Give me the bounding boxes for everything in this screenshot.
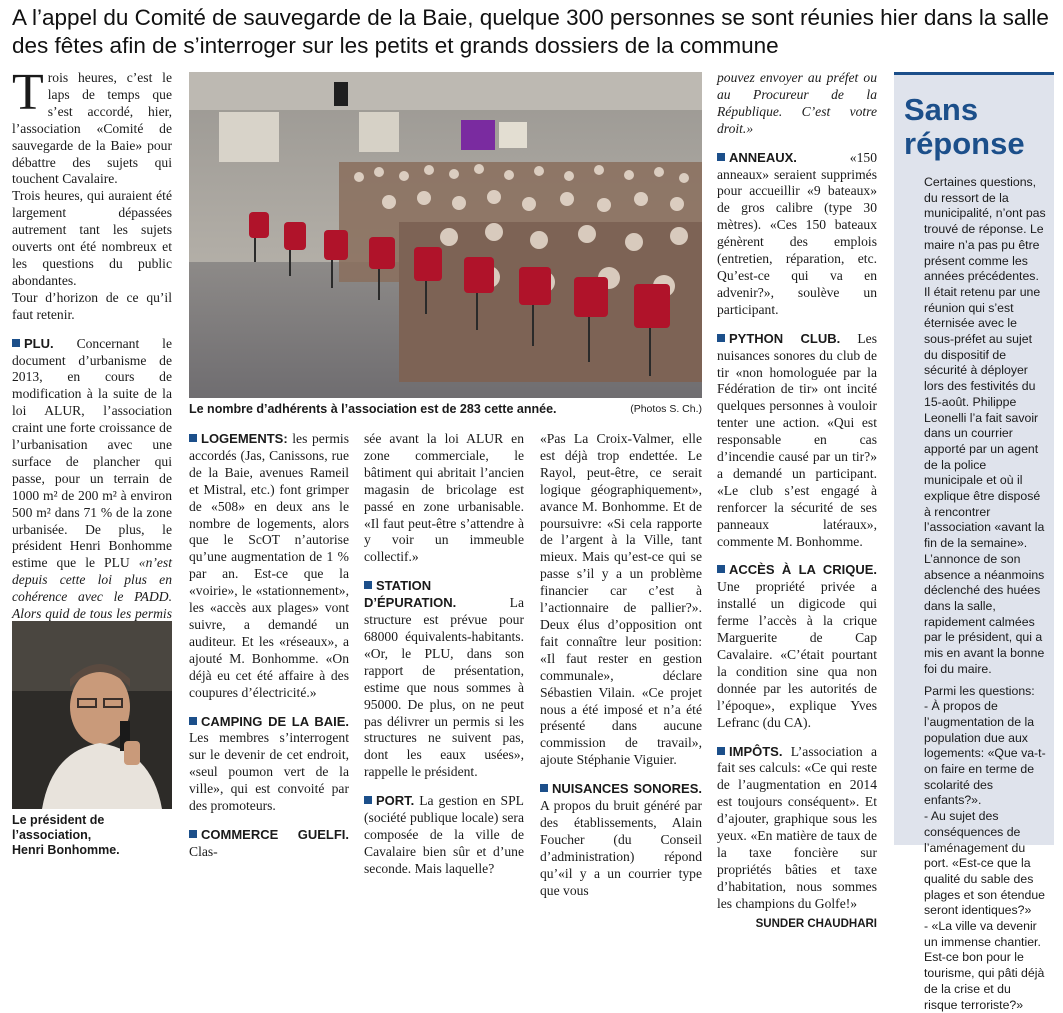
photo-caption-president <box>12 813 182 858</box>
sidebar-question-2: - Au sujet des conséquences de l’aménagement du port. «Est-ce que la qualité du sable des plages et son étendue seront identiques?» <box>924 809 1046 918</box>
dropcap: T <box>12 64 44 121</box>
intro-text-1: rois heures, c’est le laps de temps que s’est accordé, hier, l’association «Comité de sauvegarde de la Baie» pour débattre des sujets qui touchent Cavalaire. <box>12 70 172 187</box>
intro-paragraph-1 <box>12 64 172 188</box>
headline: A l’appel du Comité de sauvegarde de la Baie, quelque 300 personnes se sont réunies hier dans la salle des fêtes afin de s’interroger sur les petits et grands dossiers de la commune <box>12 5 1049 58</box>
sidebar-title-line-1: Sans <box>904 92 979 127</box>
sidebar-title-line-2: réponse <box>904 126 1025 161</box>
column-1 <box>12 64 172 657</box>
section-bullet-icon <box>717 153 725 161</box>
section-bullet-icon <box>12 339 20 347</box>
section-python <box>717 331 877 551</box>
section-label-commerce: COMMERCE GUELFI. <box>201 826 349 842</box>
president-photo-image <box>12 621 172 809</box>
section-label-station: STATION D’ÉPURATION. <box>364 578 457 611</box>
section-camping <box>189 714 349 815</box>
sidebar-paragraph-1: Certaines questions, du ressort de la municipalité, n’ont pas trouvé de réponse. Le maire n’a pas pu être présent comme les années précédentes. Il était retenu par une réunion qui s’est éternisée avec le sous-préfet au sujet du dispositif de sécurité à déployer lors des festivités du 15-août. Philippe Leonelli l’a fait savoir dans un courrier apporté par un agent de la police municipale et où il explique être disposé à rencontrer l’association «avant la fin de la semaine». L’annonce de son absence a néanmoins déclenché des huées dans la salle, rapidement calmées par le président, qui a mis en avant la bonne foi du maire. <box>924 175 1046 676</box>
section-text-plu: Concernant le document d’urbanisme de 2013, en cours de modification à la suite de la loi ALUR, l’association craint une forte croissance de l’urbanisation avec une surface de plancher qui passe, pour un terrain de 1000 m² de 200 m² à environ 500 m² dans 71 % de la zone urbanisée. De plus, le président Henri Bonhomme estime que le PLU <box>12 335 172 571</box>
president-caption-line-2: Henri Bonhomme. <box>12 843 120 857</box>
sidebar-title <box>894 75 1054 161</box>
port-continuation: «Pas La Croix-Valmer, elle est déjà trop endettée. Le Rayol, peut-être, ce serait logique géographiquement», avance M. Bonhomme. Et de poursuivre: «Si cela rapporte de l’argent à la Ville, tant mieux. Mais qu’est-ce qui se passe s’il y a un problème financier car c’est à l’actionnaire de pallier?». Deux élus d’opposition ont fait connaître leur position: «Il faut rester en gestion communale», déclare Sébastien Vilain. «Ce projet nous a été imposé et n’a été présenté dans aucune commission de travail», ajoute Stéphanie Viguier. <box>540 431 702 768</box>
sidebar-question-1: - À propos de l’augmentation de la population due aux logements: «Que va-t-on faire en terme de scolarité des enfants?». <box>924 699 1046 808</box>
author-line <box>717 915 877 933</box>
section-anneaux <box>717 150 877 319</box>
section-impots <box>717 744 877 913</box>
section-text-station: La structure est prévue pour 68000 équivalents-habitants. «Or, le PLU, dans son rapport de présentation, estime que nous sommes à 95000. De plus, on ne peut pas délivrer un permis si les structures ne suivent pas, dont les eaux usées», rappelle le président. <box>364 595 524 780</box>
commerce-continuation: sée avant la loi ALUR en zone commerciale, le bâtiment qui abritait l’ancien magasin de bricolage est passé en zone urbanisable. «Il faut peut-être s’attendre à y voir un immeuble collectif.» <box>364 431 524 565</box>
section-text-impots: L’association a fait ses calculs: «Ce qui reste de l’augmentation en 2014 est toujours conséquent». Et d’ajouter, graphique sous les yeux. «En matière de taux de la taxe foncière sur propriétés bâties et taxe d’habitation, nous sommes les champions du Golfe!» <box>717 743 877 911</box>
section-label-nuisances: NUISANCES SONORES. <box>552 781 702 797</box>
sidebar-question-3: - «La ville va devenir un immense chantier. Est-ce bon pour le tourisme, qui pâti déjà de la crise et du risque terroriste?» <box>924 919 1045 1012</box>
photo-caption-text: Le nombre d’adhérents à l’association est de 283 cette année. <box>189 402 557 416</box>
section-nuisances <box>540 781 702 899</box>
section-label-python: PYTHON CLUB. <box>729 330 841 346</box>
section-text-port: La gestion en SPL (société publique locale) sera composée de la ville de Cavalaire bien sûr et d’une seconde. Mais laquelle? <box>364 793 524 876</box>
section-bullet-icon <box>717 747 725 755</box>
photo-caption-main <box>189 402 702 416</box>
intro-paragraph-2: Trois heures, qui auraient été largement dépassées autrement tant les sujets ouverts ont été nombreux et les questions du public abondantes. <box>12 188 172 288</box>
photo-credit: (Photos S. Ch.) <box>630 403 702 415</box>
photo-audience <box>189 72 702 398</box>
column-4 <box>540 431 702 899</box>
section-label-crique: ACCÈS À LA CRIQUE. <box>729 562 877 578</box>
section-text-commerce: Clas- <box>189 843 218 859</box>
intro-paragraph-3: Tour d’horizon de ce qu’il faut retenir. <box>12 289 172 322</box>
audience-photo-image <box>189 72 702 398</box>
section-station <box>364 578 524 781</box>
section-bullet-icon <box>189 830 197 838</box>
sidebar-box <box>894 72 1054 1012</box>
sidebar-body <box>894 161 1054 1013</box>
section-crique <box>717 562 877 731</box>
author-name: SUNDER CHAUDHARI <box>755 917 877 930</box>
section-bullet-icon <box>717 565 725 573</box>
section-text-camping: Les membres s’interrogent sur le devenir de cet endroit, «seul poumon vert de la ville», qui est convoité par des promoteurs. <box>189 730 349 814</box>
president-caption-line-1: Le président de l’association, <box>12 813 105 842</box>
section-bullet-icon <box>540 784 548 792</box>
section-text-python: Les nuisances sonores du club de tir «non homologuée par la Fédération de tir» ont incité quelques personnes à vouloir tenter une action. «Qui est responsable en cas d’incendie causé par un tir?» a demandé un participant. «Le club s’est engagé à renforcer la sécurité de ses panneaux latéraux», commente M. Bonhomme. <box>717 330 877 549</box>
nuisances-continuation: pouvez envoyer au préfet ou au Procureur de la République. C’est votre droit.» <box>717 70 877 136</box>
section-text-nuisances: A propos du bruit généré par des établissements, Alain Foucher (du Conseil d’administration) répond qu’«il y a un courrier type que vous <box>540 798 702 898</box>
section-text-logements: les permis accordés (Jas, Canissons, rue de la Baie, avenues Rameil et Mistral, etc.) font grimper de «508» en deux ans le nombre de logements, alors que le ScOT n’autorise qu’une augmentation de 1 % par an. Est-ce que la «voirie», le «stationnement», les «accès aux plages» vont suivre, a demandé un auditeur. Et les «réseaux», a ajouté M. Bonhomme. «On déjà eu cet été affaire à des coupures d’électricité.» <box>189 431 349 700</box>
section-bullet-icon <box>364 581 372 589</box>
section-bullet-icon <box>189 717 197 725</box>
section-label-port: PORT. <box>376 793 415 809</box>
section-plu <box>12 336 172 657</box>
photo-president <box>12 621 172 809</box>
column-3 <box>364 431 524 878</box>
section-label-camping: CAMPING DE LA BAIE. <box>201 713 349 729</box>
sidebar-paragraph-2: Parmi les questions: <box>924 683 1035 698</box>
section-bullet-icon <box>189 434 197 442</box>
section-commerce <box>189 827 349 861</box>
section-bullet-icon <box>364 796 372 804</box>
section-label-logements: LOGEMENTS: <box>201 431 288 446</box>
column-5 <box>717 70 877 933</box>
section-label-plu: PLU. <box>24 335 54 351</box>
section-port <box>364 793 524 878</box>
section-text-crique: Une propriété privée a installé un digicode qui ferme l’accès à la crique Marguerite de Cap Cavalaire. «C’était pourtant la condition sine qua non donnée par les autorités de l’époque», explique Yves Lefranc (du CA). <box>717 579 877 730</box>
column-2 <box>189 431 349 861</box>
section-text-anneaux: «150 anneaux» seraient supprimés pour accueillir «9 bateaux» de gros calibre (type 30 mètres). «Ces 150 bateaux génèrent des emplois (entretien, réparation, etc. Qu’est-ce qui va en advenir?», soulève un participant. <box>717 149 877 317</box>
section-logements <box>189 431 349 702</box>
section-label-anneaux: ANNEAUX. <box>729 149 797 165</box>
section-label-impots: IMPÔTS. <box>729 743 783 759</box>
quote-plu: «n’est depuis cette loi plus en cohérence avec le PADD. Alors quid de tous les permis <box>12 555 172 622</box>
section-bullet-icon <box>717 334 725 342</box>
